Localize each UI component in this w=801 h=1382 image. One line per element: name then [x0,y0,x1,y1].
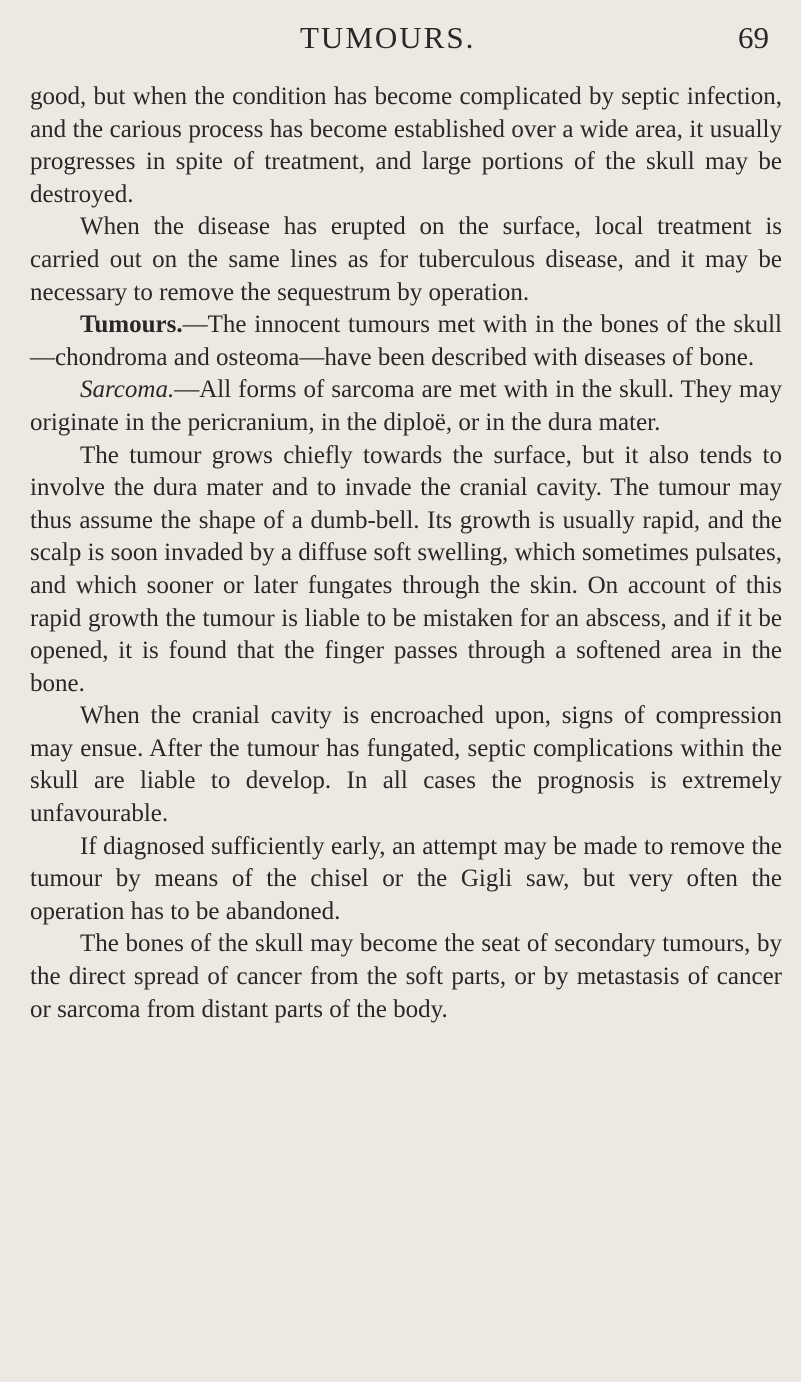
paragraph-text: good, but when the condition has become complicated by septic infection, and the carious process has become established over a wide area, it usually progresses in spite of treatment, and large portions of the skull may be destroyed. [30,83,782,208]
paragraph-local-treatment [30,211,782,309]
page-number: 69 [738,20,769,55]
paragraph-sarcoma [30,374,782,439]
paragraph-text: —The innocent tumours met with in the bones of the skull—chondroma and osteoma—have been described with diseases of bone. [30,311,782,371]
run-in-heading-tumours: Tumours. [80,311,183,339]
paragraph-tumour-growth [30,440,782,701]
paragraph-text: —All forms of sarcoma are met with in the skull. They may originate in the pericranium, in the diploë, or in the dura mater. [30,376,782,436]
paragraph-text: If diagnosed sufficiently early, an attempt may be made to remove the tumour by means of the chisel or the Gigli saw, but very often the operation has to be abandoned. [30,832,782,925]
paragraph-tumours [30,309,782,374]
paragraph-text: When the cranial cavity is encroached upon, signs of compression may ensue. After the tumour has fungated, septic complications within the skull are liable to develop. In all cases the prognosis is extremely unfavourable. [30,702,782,828]
paragraph-secondary-tumours [30,928,782,1026]
paragraph-text: When the disease has erupted on the surface, local treatment is carried out on the same lines as for tuberculous disease, and it may be necessary to remove the sequestrum by operation. [30,213,782,306]
run-in-heading-sarcoma: Sarcoma. [80,376,175,404]
paragraph-text: The tumour grows chiefly towards the surface, but it also tends to involve the dura mater and to invade the cranial cavity. The tumour may thus assume the shape of a dumb-bell. Its growth is usually rapid, and the scalp is soon invaded by a diffuse soft swelling, which sometimes pulsates, and which sooner or later fungates through the skin. On account of this rapid growth the tumour is liable to be mistaken for an abscess, and if it be opened, it is found that the finger passes through a softened area in the bone. [30,441,782,697]
body-text [30,81,782,1026]
paragraph-compression [30,700,782,830]
running-head [0,14,801,60]
paragraph-carious-process [30,81,782,211]
paragraph-text: The bones of the skull may become the seat of secondary tumours, by the direct spread of cancer from the soft parts, or by metastasis of cancer or sarcoma from distant parts of the body. [30,930,782,1023]
running-title: TUMOURS. [300,20,476,55]
paragraph-operation [30,831,782,929]
